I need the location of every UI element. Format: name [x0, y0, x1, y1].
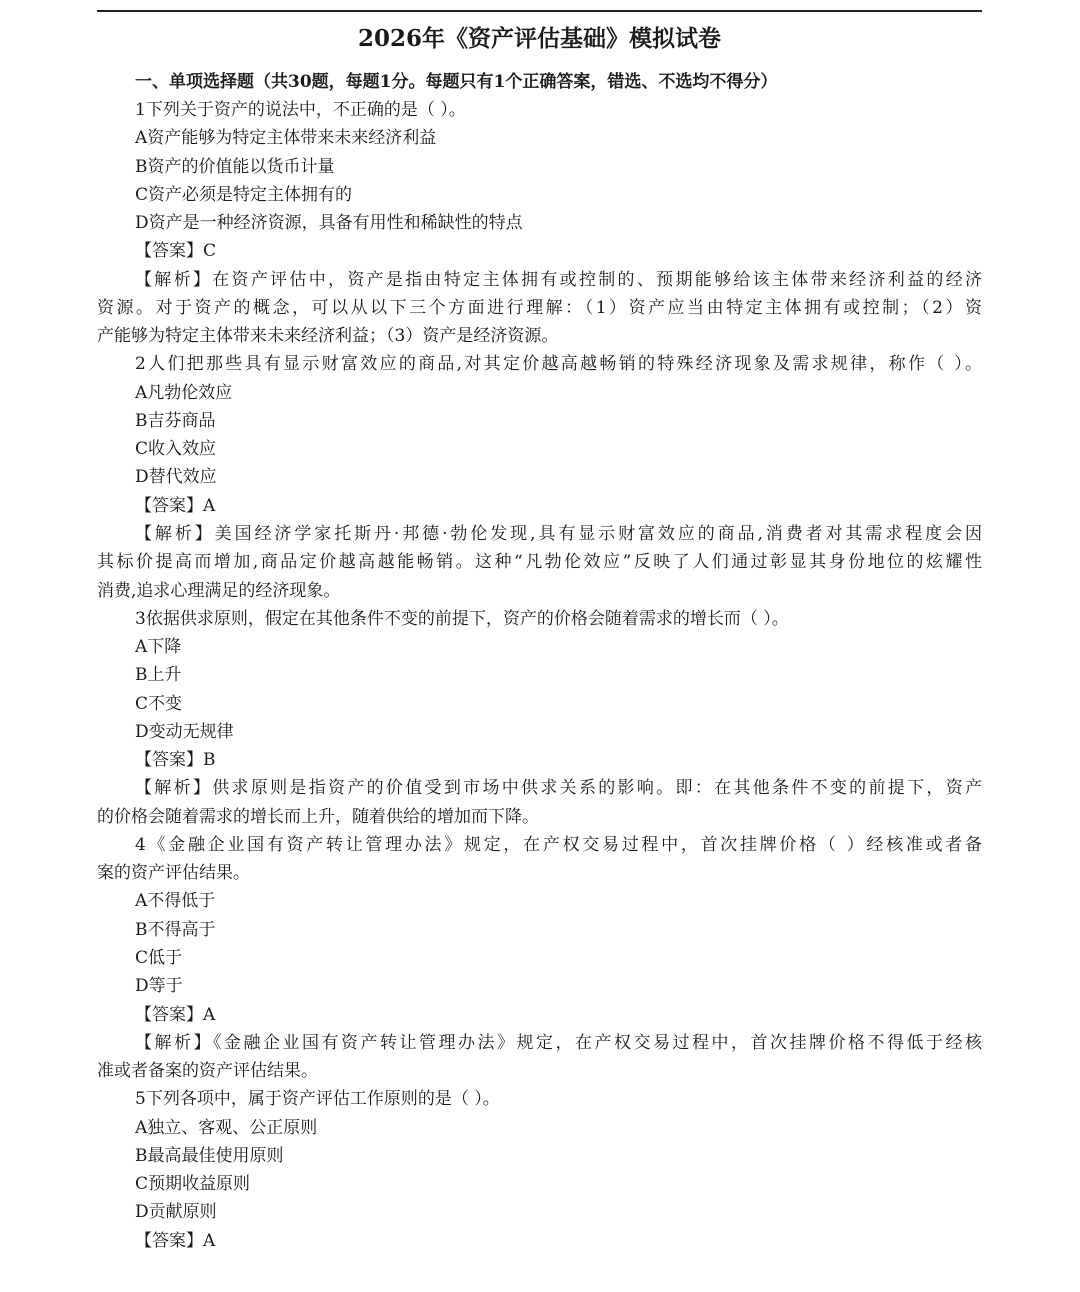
text-line: C资产必须是特定主体拥有的: [135, 184, 353, 205]
text-line: D等于: [135, 976, 183, 997]
text-line: 2人们把那些具有显示财富效应的商品,对其定价越高越畅销的特殊经济现象及需求规律，称作（ ）。: [135, 354, 982, 375]
text-line: 【答案】B: [135, 750, 216, 771]
document-body: [97, 96, 982, 1255]
text-line: D变动无规律: [135, 721, 234, 742]
text-line: B最高最佳使用原则: [135, 1145, 284, 1166]
section-heading: 一、单项选择题（共30题，每题1分。每题只有1个正确答案，错选、不选均不得分）: [135, 72, 778, 92]
text-line: A下降: [135, 637, 182, 658]
text-line: 【解析】在资产评估中，资产是指由特定主体拥有或控制的、预期能够给该主体带来经济利益的经济: [135, 269, 982, 290]
text-line: 【解析】供求原则是指资产的价值受到市场中供求关系的影响。即：在其他条件不变的前提下，资产: [135, 778, 982, 799]
text-line: C不变: [135, 693, 183, 714]
text-line: 案的资产评估结果。: [97, 863, 250, 884]
text-line: 其标价提高而增加,商品定价越高越能畅销。这种“凡勃伦效应”反映了人们通过彰显其身份地位的炫耀性: [97, 552, 982, 573]
text-line: 消费,追求心理满足的经济现象。: [97, 580, 341, 601]
text-line: A独立、客观、公正原则: [135, 1117, 318, 1138]
text-line: 3依据供求原则，假定在其他条件不变的前提下，资产的价格会随着需求的增长而（ ）。: [135, 608, 789, 629]
text-line: 资源。对于资产的概念，可以从以下三个方面进行理解：（1）资产应当由特定主体拥有或控制；（2）资: [97, 297, 982, 318]
text-line: 4《金融企业国有资产转让管理办法》规定，在产权交易过程中，首次挂牌价格（ ）经核准或者备: [135, 834, 982, 855]
text-line: B资产的价值能以货币计量: [135, 156, 335, 177]
text-line: 【解析】美国经济学家托斯丹·邦德·勃伦发现,具有显示财富效应的商品,消费者对其需求程度会因: [135, 523, 982, 544]
text-line: B不得高于: [135, 919, 216, 940]
text-line: D替代效应: [135, 467, 217, 488]
text-line: B上升: [135, 665, 182, 686]
text-line: 的价格会随着需求的增长而上升，随着供给的增加而下降。: [97, 806, 539, 827]
text-line: 【答案】C: [135, 241, 217, 262]
text-line: 产能够为特定主体带来未来经济利益；（3）资产是经济资源。: [97, 326, 559, 347]
text-line: C收入效应: [135, 439, 217, 460]
text-line: B吉芬商品: [135, 410, 216, 431]
text-line: C低于: [135, 947, 183, 968]
text-line: 1下列关于资产的说法中，不正确的是（ ）。: [135, 100, 466, 120]
text-line: A资产能够为特定主体带来未来经济利益: [135, 128, 437, 149]
text-line: C预期收益原则: [135, 1174, 251, 1195]
text-line: A凡勃伦效应: [135, 382, 233, 403]
text-line: 【答案】A: [135, 1230, 216, 1251]
text-line: 准或者备案的资产评估结果。: [97, 1061, 318, 1082]
text-line: 【答案】A: [135, 495, 216, 516]
page-title: 2026年《资产评估基础》模拟试卷: [357, 25, 721, 52]
header-rule: [97, 10, 982, 12]
text-line: D资产是一种经济资源，具备有用性和稀缺性的特点: [135, 213, 523, 234]
text-line: 【解析】《金融企业国有资产转让管理办法》规定，在产权交易过程中，首次挂牌价格不得低于经核: [135, 1032, 982, 1053]
text-line: 【答案】A: [135, 1004, 216, 1025]
text-line: D贡献原则: [135, 1202, 217, 1223]
text-line: 5下列各项中，属于资产评估工作原则的是（ ）。: [135, 1089, 500, 1110]
text-line: A不得低于: [135, 891, 216, 912]
